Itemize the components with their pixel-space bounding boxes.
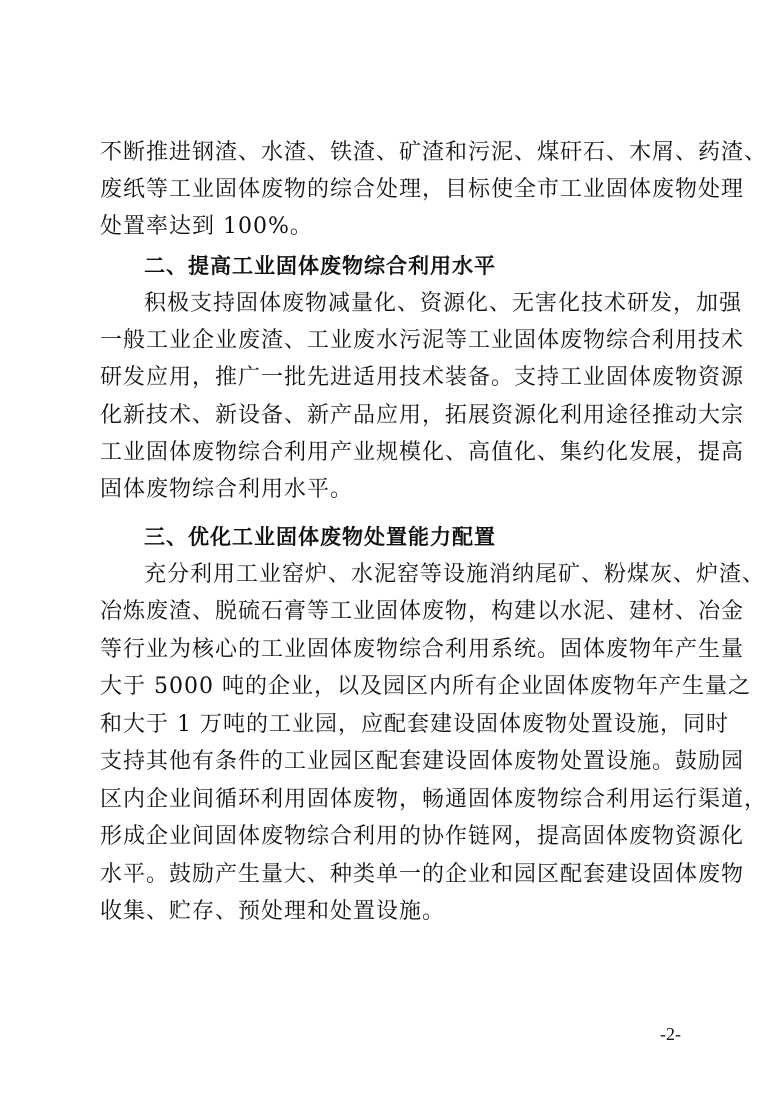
paragraph-line: 积极支持固体废物减量化、资源化、无害化技术研发，加强 <box>144 291 743 316</box>
paragraph-line: 冶炼废渣、脱硫石膏等工业固体废物，构建以水泥、建材、冶金 <box>100 599 745 624</box>
paragraph-line: 支持其他有条件的工业园区配套建设固体废物处置设施。鼓励园 <box>100 749 745 774</box>
paragraph-line: 和大于 1 万吨的工业园，应配套建设固体废物处置设施，同时 <box>100 712 729 737</box>
paragraph-line: 大于 5000 吨的企业，以及园区内所有企业固体废物年产生量之 <box>100 674 751 699</box>
paragraph-line: 研发应用，推广一批先进适用技术装备。支持工业固体废物资源 <box>100 365 745 390</box>
paragraph-line: 化新技术、新设备、新产品应用，拓展资源化利用途径推动大宗 <box>100 403 745 428</box>
paragraph-line: 充分利用工业窑炉、水泥窑等设施消纳尾矿、粉煤灰、炉渣、 <box>144 562 766 587</box>
paragraph-line: 处置率达到 100%。 <box>100 214 313 239</box>
paragraph-line: 废纸等工业固体废物的综合处理，目标使全市工业固体废物处理 <box>100 177 745 202</box>
paragraph-line: 水平。鼓励产生量大、种类单一的企业和园区配套建设固体废物 <box>100 862 745 887</box>
paragraph-line: 固体废物综合利用水平。 <box>100 477 354 502</box>
section-heading: 二、提高工业固体废物综合利用水平 <box>144 254 496 278</box>
section-heading: 三、优化工业固体废物处置能力配置 <box>144 525 496 549</box>
paragraph-line: 一般工业企业废渣、工业废水污泥等工业固体废物综合利用技术 <box>100 328 745 353</box>
paragraph-line: 形成企业间固体废物综合利用的协作链网，提高固体废物资源化 <box>100 824 745 849</box>
paragraph-line: 不断推进钢渣、水渣、铁渣、矿渣和污泥、煤矸石、木屑、药渣、 <box>100 140 768 165</box>
paragraph-line: 区内企业间循环利用固体废物，畅通固体废物综合利用运行渠道， <box>100 787 768 812</box>
page-number: -2- <box>660 1024 681 1044</box>
paragraph-line: 工业固体废物综合利用产业规模化、高值化、集约化发展，提高 <box>100 440 745 465</box>
paragraph-line: 等行业为核心的工业固体废物综合利用系统。固体废物年产生量 <box>100 637 745 662</box>
paragraph-line: 收集、贮存、预处理和处置设施。 <box>100 899 446 924</box>
